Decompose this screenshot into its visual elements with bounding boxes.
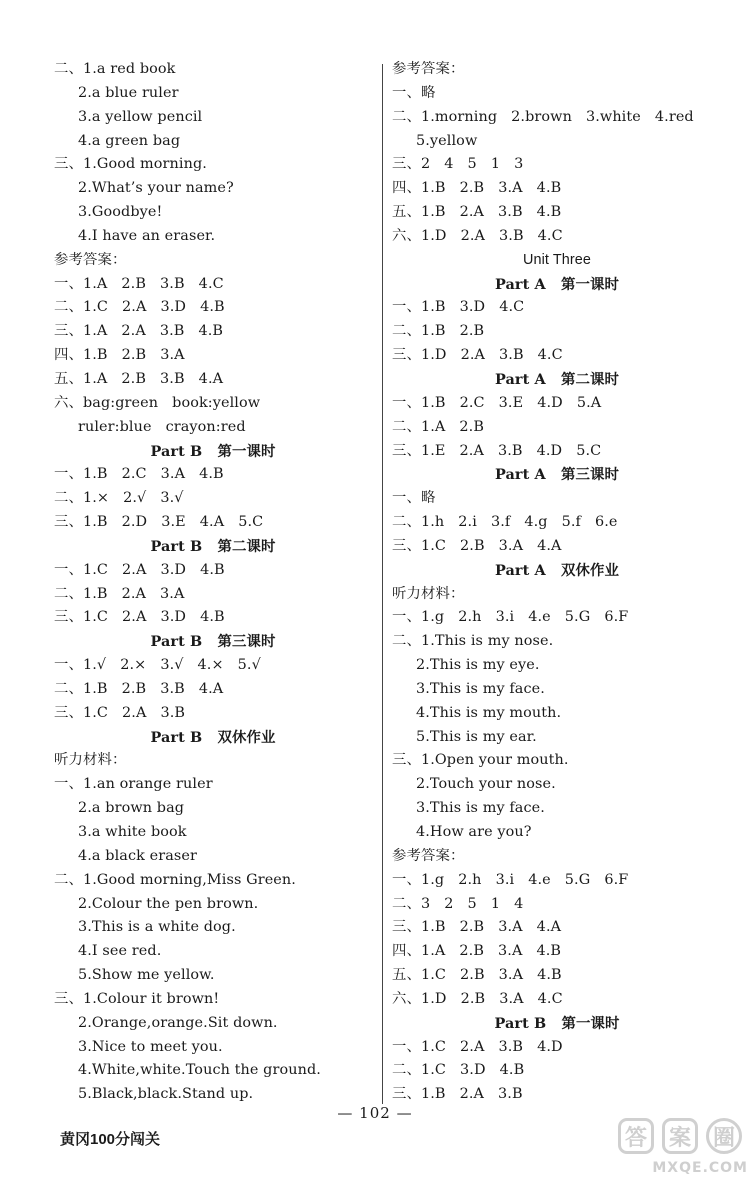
answer-line: 六、1.D 2.A 3.B 4.C [392, 227, 563, 244]
answer-line: 参考答案： [54, 251, 127, 268]
answer-line: 4.White,white.Touch the ground. [78, 1062, 321, 1079]
answer-line: 二、1.h 2.i 3.f 4.g 5.f 6.e [392, 514, 618, 531]
answer-line: 5.Show me yellow. [78, 967, 215, 984]
answer-line: 一、1.g 2.h 3.i 4.e 5.G 6.F [392, 871, 629, 888]
answer-line: 二、1.C 2.A 3.D 4.B [54, 299, 225, 316]
answer-line: 五、1.C 2.B 3.A 4.B [392, 967, 562, 984]
answer-line: 五、1.B 2.A 3.B 4.B [392, 204, 562, 221]
section-heading: Part A 第一课时 [494, 275, 620, 293]
answer-line: 4.a green bag [78, 132, 181, 149]
answer-line: 三、1.Colour it brown! [54, 990, 220, 1007]
answer-line: 六、bag:green book:yellow [54, 394, 261, 411]
answer-line: 一、1.B 2.C 3.E 4.D 5.A [392, 394, 602, 411]
watermark-glyph: 答 [618, 1118, 654, 1154]
answer-line: 一、略 [392, 490, 436, 507]
section-heading: Part A 双休作业 [494, 561, 620, 579]
answer-line: 二、1.B 2.B [392, 323, 485, 340]
answer-line: 3.This is a white dog. [78, 919, 236, 936]
unit-title: Unit Three [523, 251, 591, 268]
answer-line: 四、1.A 2.B 3.A 4.B [392, 943, 562, 960]
answer-line: 四、1.B 2.B 3.A [54, 347, 185, 364]
answer-line: 三、1.E 2.A 3.B 4.D 5.C [392, 442, 602, 459]
answer-line: 二、1.B 2.A 3.A [54, 585, 185, 602]
answer-line: 一、1.g 2.h 3.i 4.e 5.G 6.F [392, 609, 629, 626]
watermark-url: MXQE.COM [652, 1160, 748, 1176]
answer-line: 三、1.B 2.A 3.B [392, 1086, 523, 1103]
answer-line: 2.Touch your nose. [416, 776, 556, 793]
section-heading: Part B 第一课时 [150, 442, 276, 460]
answer-line: 4.How are you? [416, 824, 532, 840]
answer-line: 2.a blue ruler [78, 84, 179, 101]
answer-line: 5.yellow [416, 132, 478, 149]
answer-line: 参考答案： [392, 61, 465, 77]
answer-line: 六、1.D 2.B 3.A 4.C [392, 990, 563, 1007]
answer-line: 4.This is my mouth. [416, 704, 562, 721]
answer-line: 二、1.This is my nose. [392, 633, 554, 650]
section-heading: Part B 双休作业 [150, 728, 276, 746]
answer-line: 二、1.B 2.B 3.B 4.A [54, 680, 224, 697]
left-column [54, 58, 372, 1107]
answer-line: 三、1.D 2.A 3.B 4.C [392, 347, 563, 364]
answer-line: 三、1.B 2.B 3.A 4.A [392, 919, 562, 936]
answer-line: 一、1.C 2.A 3.D 4.B [54, 561, 225, 578]
answer-line: 一、1.C 2.A 3.B 4.D [392, 1038, 563, 1055]
answer-line: 一、1.√ 2.× 3.√ 4.× 5.√ [54, 657, 261, 674]
answer-line: 听力材料： [392, 585, 465, 602]
answer-line: 2.Colour the pen brown. [78, 895, 259, 912]
column-divider [382, 64, 383, 1104]
answer-line: 4.I have an eraser. [78, 227, 216, 244]
answer-line: 2.Orange,orange.Sit down. [78, 1014, 278, 1031]
answer-line: 2.This is my eye. [416, 657, 540, 674]
answer-line: 一、1.A 2.B 3.B 4.C [54, 275, 224, 292]
book-brand: 黄冈100分闯关 [60, 1131, 161, 1148]
answer-line: 二、1.Good morning,Miss Green. [54, 871, 296, 888]
answer-line: 参考答案： [392, 847, 465, 864]
section-heading: Part B 第一课时 [494, 1014, 620, 1032]
section-heading: Part A 第二课时 [494, 370, 620, 388]
answer-line: 四、1.B 2.B 3.A 4.B [392, 180, 562, 197]
answer-line: 一、1.B 2.C 3.A 4.B [54, 466, 224, 483]
watermark-glyph: 案 [662, 1118, 698, 1154]
section-heading: Part B 第三课时 [150, 633, 276, 651]
answer-line: 4.I see red. [78, 943, 162, 960]
answer-line: 二、1.morning 2.brown 3.white 4.red [392, 108, 694, 125]
section-heading: Part A 第三课时 [494, 466, 620, 484]
answer-line: 3.This is my face. [416, 800, 545, 817]
answer-line: 三、1.Open your mouth. [392, 752, 569, 769]
answer-line: 三、2 4 5 1 3 [392, 156, 524, 173]
answer-line: 一、略 [392, 84, 436, 101]
watermark-logo [618, 1114, 742, 1158]
answer-line: 二、3 2 5 1 4 [392, 895, 524, 912]
answer-line: 一、1.an orange ruler [54, 776, 213, 793]
answer-line: 三、1.B 2.D 3.E 4.A 5.C [54, 514, 264, 531]
answer-line: 二、1.× 2.√ 3.√ [54, 490, 184, 507]
right-column [392, 58, 722, 1107]
answer-line: 4.a black eraser [78, 847, 197, 864]
section-heading: Part B 第二课时 [150, 537, 276, 555]
answer-line: 3.Nice to meet you. [78, 1038, 223, 1055]
answer-line: 三、1.A 2.A 3.B 4.B [54, 323, 224, 340]
page-number: — 102 — [337, 1104, 413, 1122]
answer-line: 二、1.a red book [54, 61, 176, 77]
answer-line: 三、1.Good morning. [54, 156, 207, 173]
watermark-glyph: 圈 [706, 1118, 742, 1154]
answer-line: 3.This is my face. [416, 680, 545, 697]
answer-line: 5.This is my ear. [416, 728, 537, 745]
answer-line: 二、1.C 3.D 4.B [392, 1062, 525, 1079]
answer-line: 三、1.C 2.A 3.D 4.B [54, 609, 225, 626]
answer-line: 三、1.C 2.B 3.A 4.A [392, 537, 562, 554]
answer-line: 二、1.A 2.B [392, 418, 485, 435]
answer-line: 一、1.B 3.D 4.C [392, 299, 525, 316]
answer-line: 2.a brown bag [78, 800, 185, 817]
answer-line: 听力材料： [54, 752, 127, 769]
answer-line: 2.What’s your name? [78, 180, 234, 197]
answer-line: ruler:blue crayon:red [78, 418, 246, 435]
answer-line: 3.a yellow pencil [78, 108, 203, 125]
answer-line: 5.Black,black.Stand up. [78, 1086, 254, 1103]
answer-line: 3.a white book [78, 824, 187, 840]
answer-line: 五、1.A 2.B 3.B 4.A [54, 370, 224, 387]
answer-line: 3.Goodbye! [78, 204, 163, 221]
answer-line: 三、1.C 2.A 3.B [54, 704, 186, 721]
